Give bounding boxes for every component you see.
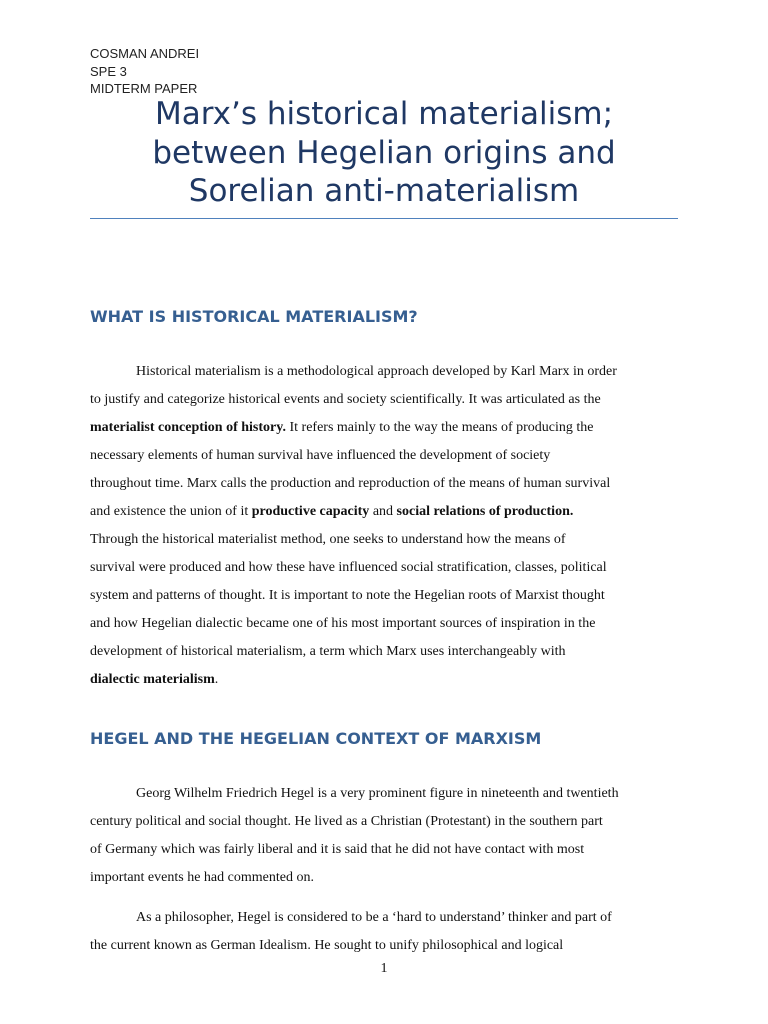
section-heading-hegel-context: HEGEL AND THE HEGELIAN CONTEXT OF MARXISM: [90, 729, 542, 748]
title-divider: [90, 218, 678, 219]
section-heading-historical-materialism: WHAT IS HISTORICAL MATERIALISM?: [90, 307, 418, 326]
paragraph-line: throughout time. Marx calls the production and reproduction of the means of human survival: [90, 476, 611, 491]
paragraph-line: of Germany which was fairly liberal and it is said that he did not have contact with most: [90, 842, 585, 857]
emphasis-term: social relations of production.: [396, 504, 574, 519]
paragraph-line: survival were produced and how these have influenced social stratification, classes, political: [90, 560, 607, 575]
paragraph-line: Through the historical materialist method, one seeks to understand how the means of: [90, 532, 566, 547]
emphasis-term: productive capacity: [251, 504, 370, 519]
paragraph-line: dialectic materialism.: [90, 672, 219, 687]
paragraph-line: system and patterns of thought. It is important to note the Hegelian roots of Marxist thought: [90, 588, 605, 603]
author-name: COSMAN ANDREI: [90, 46, 200, 61]
title-line: Sorelian anti-materialism: [188, 173, 580, 209]
emphasis-term: materialist conception of history.: [90, 420, 286, 435]
title-line: Marx’s historical materialism;: [154, 96, 614, 132]
page-number: 1: [380, 961, 388, 976]
paragraph-line: development of historical materialism, a term which Marx uses interchangeably with: [90, 644, 566, 659]
section2-paragraph-1: [90, 780, 678, 892]
emphasis-term: dialectic materialism: [90, 672, 215, 687]
document-type: MIDTERM PAPER: [90, 81, 198, 96]
paragraph-line: to justify and categorize historical events and society scientifically. It was articulated as the: [90, 392, 601, 407]
paragraph-line: Georg Wilhelm Friedrich Hegel is a very prominent figure in nineteenth and twentieth: [136, 786, 619, 801]
title-line: between Hegelian origins and: [152, 134, 616, 171]
paragraph-line: century political and social thought. He lived as a Christian (Protestant) in the southern part: [90, 814, 603, 829]
paragraph-line: materialist conception of history. It refers mainly to the way the means of producing the: [90, 420, 594, 435]
paragraph-line: As a philosopher, Hegel is considered to be a ‘hard to understand’ thinker and part of: [136, 910, 612, 925]
author-block: [90, 45, 199, 98]
section1-paragraph: [90, 358, 678, 694]
paragraph-line: Historical materialism is a methodological approach developed by Karl Marx in order: [136, 364, 617, 379]
paper-title: [90, 95, 678, 211]
section2-paragraph-2: [90, 904, 678, 960]
paragraph-line: the current known as German Idealism. He sought to unify philosophical and logical: [90, 938, 564, 953]
paragraph-line: and existence the union of it productive capacity and social relations of production.: [90, 504, 574, 519]
paragraph-line: and how Hegelian dialectic became one of his most important sources of inspiration in the: [90, 616, 596, 631]
paragraph-line: necessary elements of human survival have influenced the development of society: [90, 448, 551, 463]
paragraph-line: important events he had commented on.: [90, 870, 314, 885]
author-group: SPE 3: [90, 63, 127, 79]
